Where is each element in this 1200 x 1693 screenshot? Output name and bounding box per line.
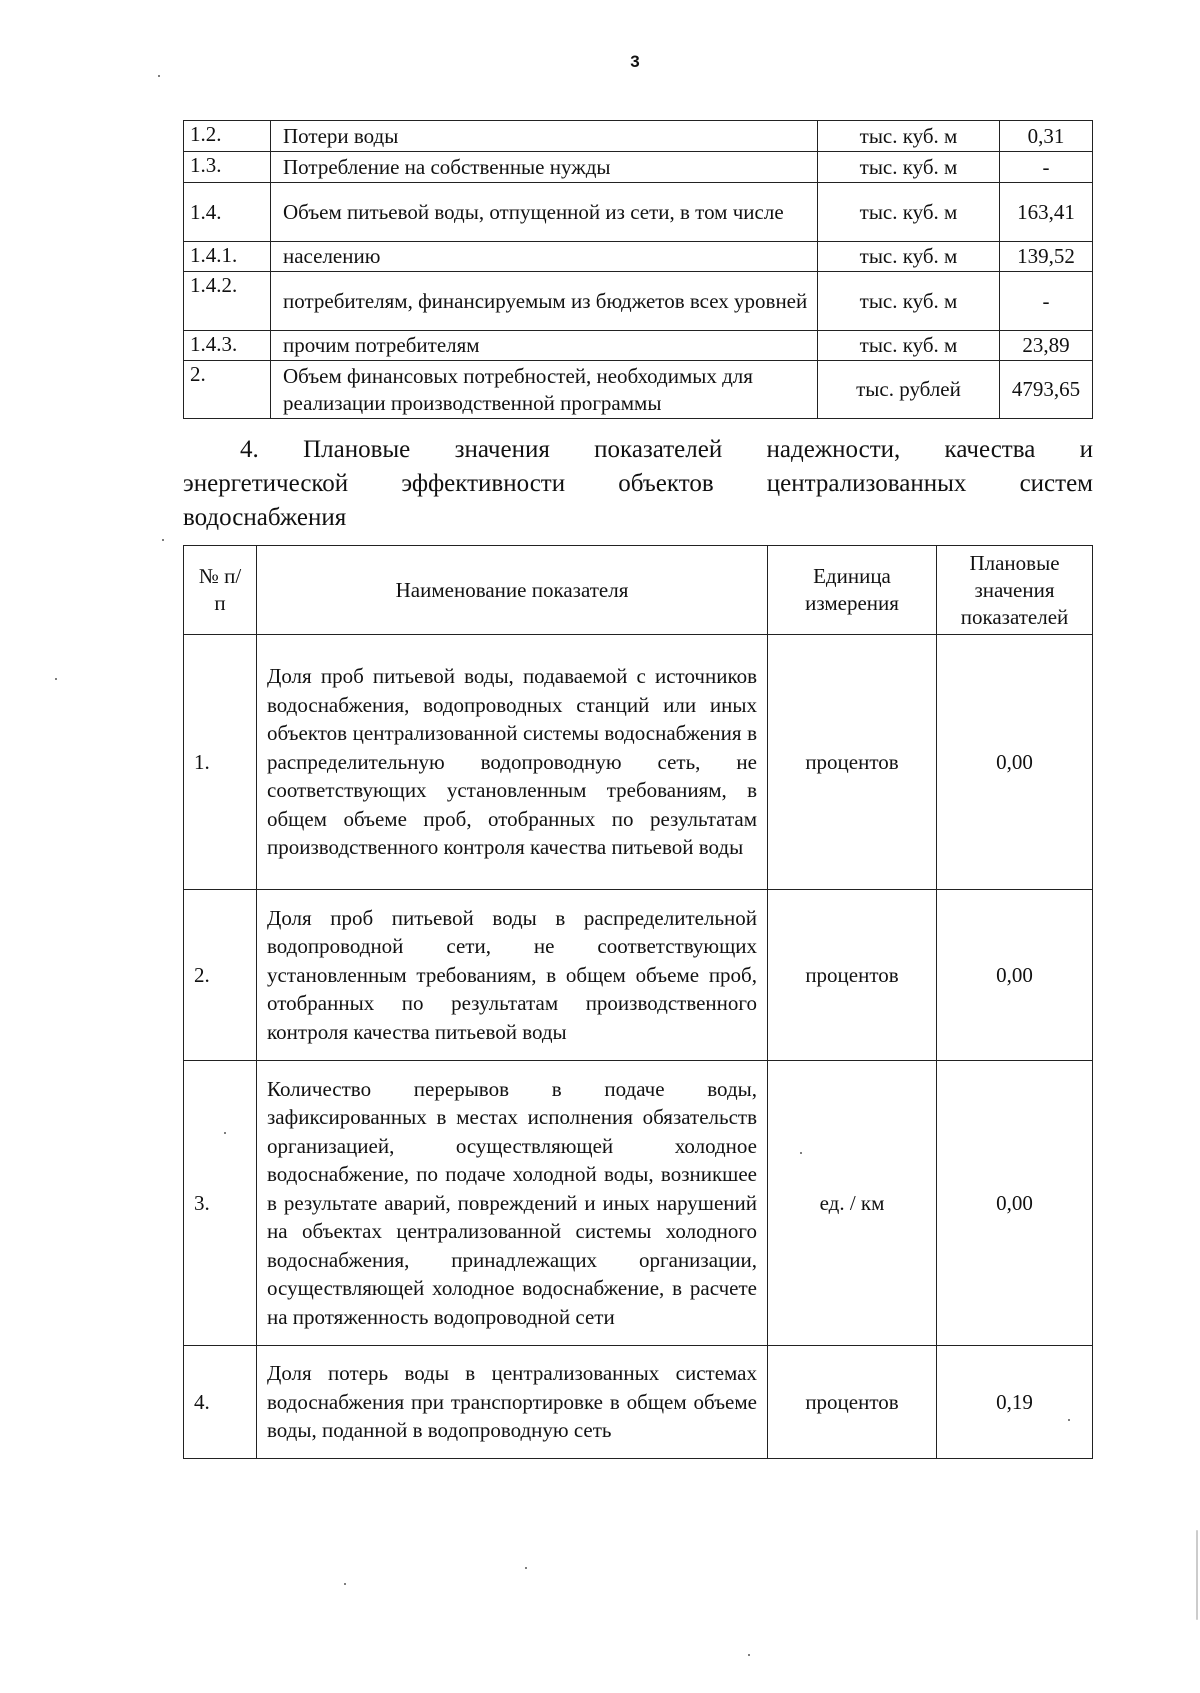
row-number: 1.2. bbox=[184, 121, 271, 152]
page-number: 3 bbox=[630, 52, 640, 71]
row-value: 4793,65 bbox=[1000, 361, 1093, 419]
scan-speck bbox=[55, 678, 57, 680]
row-unit: тыс. куб. м bbox=[818, 152, 1000, 183]
row-value: 0,00 bbox=[937, 1061, 1093, 1346]
row-value: 139,52 bbox=[1000, 242, 1093, 272]
row-name: Потери воды bbox=[271, 121, 818, 152]
table-row bbox=[184, 361, 1093, 419]
heading-line: 4. Плановые значения показателей надежности, качества и bbox=[240, 436, 1093, 463]
row-number: 2. bbox=[184, 361, 271, 419]
row-unit: тыс. рублей bbox=[818, 361, 1000, 419]
scan-speck bbox=[344, 1583, 346, 1585]
scan-speck bbox=[525, 1567, 527, 1569]
row-unit: ед. / км bbox=[768, 1061, 937, 1346]
scan-speck bbox=[1068, 1419, 1070, 1421]
row-unit: процентов bbox=[768, 890, 937, 1061]
row-name: Доля потерь воды в централизованных системах водоснабжения при транспортировке в общем объеме воды, поданной в водопроводную сеть bbox=[257, 1346, 768, 1459]
row-unit: тыс. куб. м bbox=[818, 331, 1000, 361]
production-program-table bbox=[183, 120, 1093, 419]
row-name: Потребление на собственные нужды bbox=[271, 152, 818, 183]
table-row bbox=[184, 331, 1093, 361]
row-number: 4. bbox=[184, 1346, 257, 1459]
table-row bbox=[184, 1061, 1093, 1346]
heading-line: энергетической эффективности объектов централизованных систем bbox=[183, 470, 1093, 497]
row-unit: тыс. куб. м bbox=[818, 121, 1000, 152]
row-name: Количество перерывов в подаче воды, зафиксированных в местах исполнения обязательств организацией, осуществляющей холодное водоснабжение, по подаче холодной воды, возникшее в результате аварий, повреждений и иных нарушений на объектах централизованной системы холодного водоснабжения, принадлежащих организации, осуществляющей холодное водоснабжение, в расчете на протяженность водопроводной сети bbox=[257, 1061, 768, 1346]
header-number: № п/п bbox=[184, 546, 257, 635]
table-row bbox=[184, 890, 1093, 1061]
scan-speck bbox=[158, 75, 160, 77]
section-4-heading bbox=[183, 433, 1093, 535]
row-value: - bbox=[1000, 152, 1093, 183]
row-unit: процентов bbox=[768, 1346, 937, 1459]
row-number: 3. bbox=[184, 1061, 257, 1346]
scan-speck bbox=[800, 1152, 802, 1154]
table-row bbox=[184, 1346, 1093, 1459]
row-value: 163,41 bbox=[1000, 183, 1093, 242]
scan-speck bbox=[162, 539, 164, 541]
table-row bbox=[184, 242, 1093, 272]
heading-line: водоснабжения bbox=[183, 504, 347, 531]
header-unit: Единица измерения bbox=[768, 546, 937, 635]
header-name: Наименование показателя bbox=[257, 546, 768, 635]
row-value: 0,00 bbox=[937, 890, 1093, 1061]
row-unit: процентов bbox=[768, 635, 937, 890]
scan-speck bbox=[1196, 1530, 1198, 1620]
row-name: Доля проб питьевой воды, подаваемой с источников водоснабжения, водопроводных станций или иных объектов централизованной системы водоснабжения в распределительную водопроводную сеть, не соответствующих установленным требованиям, в общем объеме проб, отобранных по результатам производственного контроля качества питьевой воды bbox=[257, 635, 768, 890]
table-row bbox=[184, 635, 1093, 890]
table-header-row bbox=[184, 546, 1093, 635]
row-number: 1.3. bbox=[184, 152, 271, 183]
row-value: 0,31 bbox=[1000, 121, 1093, 152]
scan-speck bbox=[224, 1132, 226, 1134]
indicators-table bbox=[183, 545, 1093, 1459]
row-value: 0,00 bbox=[937, 635, 1093, 890]
row-number: 1. bbox=[184, 635, 257, 890]
scan-speck bbox=[748, 1654, 750, 1656]
table-row bbox=[184, 272, 1093, 331]
row-name: Объем финансовых потребностей, необходимых для реализации производственной программы bbox=[271, 361, 818, 419]
row-value: 0,19 bbox=[937, 1346, 1093, 1459]
table-row bbox=[184, 183, 1093, 242]
row-number: 2. bbox=[184, 890, 257, 1061]
row-unit: тыс. куб. м bbox=[818, 272, 1000, 331]
header-value: Плановые значения показателей bbox=[937, 546, 1093, 635]
row-value: - bbox=[1000, 272, 1093, 331]
row-number: 1.4.2. bbox=[184, 272, 271, 331]
table-row bbox=[184, 152, 1093, 183]
row-number: 1.4.1. bbox=[184, 242, 271, 272]
row-name: потребителям, финансируемым из бюджетов всех уровней bbox=[271, 272, 818, 331]
row-name: Объем питьевой воды, отпущенной из сети, в том числе bbox=[271, 183, 818, 242]
table-row bbox=[184, 121, 1093, 152]
row-value: 23,89 bbox=[1000, 331, 1093, 361]
row-unit: тыс. куб. м bbox=[818, 183, 1000, 242]
row-name: Доля проб питьевой воды в распределительной водопроводной сети, не соответствующих установленным требованиям, в общем объеме проб, отобранных по результатам производственного контроля качества питьевой воды bbox=[257, 890, 768, 1061]
row-number: 1.4. bbox=[184, 183, 271, 242]
row-unit: тыс. куб. м bbox=[818, 242, 1000, 272]
row-name: прочим потребителям bbox=[271, 331, 818, 361]
row-number: 1.4.3. bbox=[184, 331, 271, 361]
row-name: населению bbox=[271, 242, 818, 272]
